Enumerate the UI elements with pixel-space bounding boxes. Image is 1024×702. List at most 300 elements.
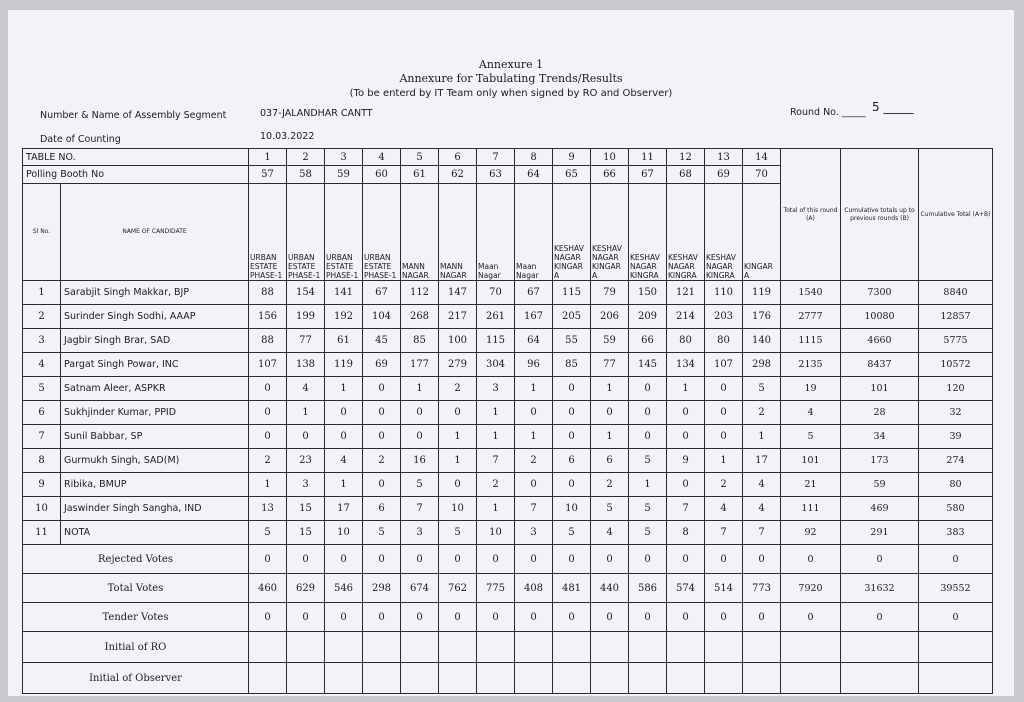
summary-vote-cell: 0 [287,603,325,632]
sl-no-cell: 3 [23,329,61,353]
cum-prev-cell: 173 [841,449,919,473]
summary-prev-cell: 31632 [841,574,919,603]
sl-no-cell: 4 [23,353,61,377]
vote-cell: 0 [629,401,667,425]
summary-vote-cell: 0 [515,545,553,574]
vote-cell: 4 [287,377,325,401]
vote-cell: 0 [667,425,705,449]
results-table [22,148,993,694]
vote-cell: 0 [439,401,477,425]
candidate-row [23,353,993,377]
summary-vote-cell: 0 [743,603,781,632]
cum-total-cell: 120 [919,377,993,401]
table-no-cell: 4 [363,149,401,166]
summary-vote-cell: 0 [287,545,325,574]
summary-vote-cell: 674 [401,574,439,603]
summary-vote-cell: 0 [249,603,287,632]
summary-row [23,632,993,663]
summary-label-cell: Tender Votes [23,603,249,632]
vote-cell: 0 [553,425,591,449]
booth-no-cell: 70 [743,166,781,184]
candidate-row [23,521,993,545]
vote-cell: 4 [705,497,743,521]
vote-cell: 304 [477,353,515,377]
booth-name-cell: KESHAV NAGAR KINGRA [705,184,743,281]
booth-name-cell: Maan Nagar [515,184,553,281]
candidate-name-header: NAME OF CANDIDATE [61,184,249,281]
summary-vote-cell: 546 [325,574,363,603]
vote-cell: 5 [591,497,629,521]
sl-no-cell: 9 [23,473,61,497]
vote-cell: 147 [439,281,477,305]
candidate-row [23,425,993,449]
candidate-row [23,497,993,521]
table-no-cell: 9 [553,149,591,166]
vote-cell: 268 [401,305,439,329]
vote-cell: 1 [477,401,515,425]
summary-cum-cell [919,663,993,694]
summary-vote-cell: 0 [667,545,705,574]
round-total-cell: 4 [781,401,841,425]
summary-vote-cell [629,663,667,694]
cum-prev-cell: 291 [841,521,919,545]
vote-cell: 77 [287,329,325,353]
vote-cell: 2 [249,449,287,473]
vote-cell: 5 [401,473,439,497]
vote-cell: 2 [743,401,781,425]
vote-cell: 0 [553,401,591,425]
segment-label: Number & Name of Assembly Segment [40,110,227,121]
summary-vote-cell: 0 [363,545,401,574]
booth-name-cell: KINGAR A [743,184,781,281]
cum-prev-cell: 34 [841,425,919,449]
vote-cell: 2 [591,473,629,497]
vote-cell: 2 [515,449,553,473]
round-total-cell: 21 [781,473,841,497]
vote-cell: 70 [477,281,515,305]
vote-cell: 1 [439,449,477,473]
vote-cell: 141 [325,281,363,305]
round-total-cell: 92 [781,521,841,545]
round-value: 5 _____ [872,100,914,114]
summary-vote-cell [287,663,325,694]
cum-total-cell: 12857 [919,305,993,329]
vote-cell: 121 [667,281,705,305]
summary-total-cell: 0 [781,545,841,574]
vote-cell: 1 [287,401,325,425]
vote-cell: 0 [249,425,287,449]
booth-name-cell: URBAN ESTATE PHASE-1 [325,184,363,281]
summary-vote-cell [591,663,629,694]
table-no-cell: 13 [705,149,743,166]
vote-cell: 0 [325,401,363,425]
table-no-cell: 10 [591,149,629,166]
sl-no-cell: 6 [23,401,61,425]
vote-cell: 67 [515,281,553,305]
summary-vote-cell [249,663,287,694]
vote-cell: 1 [477,497,515,521]
summary-vote-cell: 408 [515,574,553,603]
vote-cell: 13 [249,497,287,521]
vote-cell: 177 [401,353,439,377]
summary-vote-cell: 0 [439,545,477,574]
summary-vote-cell: 0 [553,545,591,574]
round-label: Round No. _____ [790,107,866,118]
table-no-cell: 1 [249,149,287,166]
vote-cell: 64 [515,329,553,353]
round-total-cell: 101 [781,449,841,473]
vote-cell: 85 [401,329,439,353]
summary-prev-cell: 0 [841,545,919,574]
vote-cell: 134 [667,353,705,377]
round-total-cell: 1540 [781,281,841,305]
vote-cell: 7 [667,497,705,521]
vote-cell: 1 [439,425,477,449]
sl-no-cell: 8 [23,449,61,473]
vote-cell: 0 [667,401,705,425]
cum-prev-header: Cumulative totals up to previous rounds (B) [841,149,919,281]
cum-prev-cell: 28 [841,401,919,425]
vote-cell: 3 [287,473,325,497]
sl-no-cell: 11 [23,521,61,545]
vote-cell: 1 [401,377,439,401]
summary-total-cell: 7920 [781,574,841,603]
cum-total-cell: 383 [919,521,993,545]
table-no-label: TABLE NO. [23,149,249,166]
vote-cell: 4 [743,473,781,497]
candidate-name-cell: Sarabjit Singh Makkar, BJP [61,281,249,305]
summary-vote-cell [477,663,515,694]
candidate-row [23,401,993,425]
summary-vote-cell: 0 [363,603,401,632]
vote-cell: 0 [287,425,325,449]
vote-cell: 0 [401,425,439,449]
table-no-cell: 6 [439,149,477,166]
vote-cell: 0 [515,473,553,497]
candidate-row [23,473,993,497]
vote-cell: 5 [439,521,477,545]
summary-vote-cell [743,663,781,694]
vote-cell: 2 [705,473,743,497]
summary-vote-cell: 481 [553,574,591,603]
vote-cell: 88 [249,281,287,305]
vote-cell: 4 [325,449,363,473]
table-no-cell: 12 [667,149,705,166]
vote-cell: 107 [249,353,287,377]
vote-cell: 0 [515,401,553,425]
summary-vote-cell [477,632,515,663]
summary-vote-cell [401,663,439,694]
vote-cell: 0 [629,377,667,401]
round-total-cell: 5 [781,425,841,449]
vote-cell: 217 [439,305,477,329]
vote-cell: 1 [667,377,705,401]
vote-cell: 1 [515,377,553,401]
vote-cell: 6 [363,497,401,521]
summary-vote-cell: 0 [325,545,363,574]
vote-cell: 298 [743,353,781,377]
candidate-name-cell: Gurmukh Singh, SAD(M) [61,449,249,473]
summary-vote-cell: 0 [705,545,743,574]
vote-cell: 1 [743,425,781,449]
vote-cell: 192 [325,305,363,329]
table-no-cell: 5 [401,149,439,166]
summary-vote-cell [667,632,705,663]
candidate-row [23,449,993,473]
summary-vote-cell [287,632,325,663]
vote-cell: 119 [743,281,781,305]
summary-vote-cell: 586 [629,574,667,603]
table-no-cell: 2 [287,149,325,166]
vote-cell: 5 [249,521,287,545]
candidate-row [23,281,993,305]
booth-name-cell: MANN NAGAR [401,184,439,281]
vote-cell: 16 [401,449,439,473]
vote-cell: 119 [325,353,363,377]
date-label: Date of Counting [40,134,121,145]
vote-cell: 2 [477,473,515,497]
vote-cell: 1 [591,377,629,401]
booth-no-cell: 63 [477,166,515,184]
vote-cell: 9 [667,449,705,473]
candidate-name-cell: Satnam Aleer, ASPKR [61,377,249,401]
summary-vote-cell [629,632,667,663]
vote-cell: 2 [363,449,401,473]
vote-cell: 80 [705,329,743,353]
candidate-name-cell: Ribika, BMUP [61,473,249,497]
vote-cell: 0 [705,401,743,425]
summary-vote-cell: 0 [629,603,667,632]
sl-no-header: Sl No. [23,184,61,281]
cum-prev-cell: 10080 [841,305,919,329]
table-no-cell: 14 [743,149,781,166]
sl-no-cell: 1 [23,281,61,305]
booth-no-label: Polling Booth No [23,166,249,184]
vote-cell: 0 [591,401,629,425]
candidate-row [23,329,993,353]
candidate-row [23,377,993,401]
vote-cell: 5 [553,521,591,545]
summary-total-cell [781,632,841,663]
candidate-row [23,305,993,329]
vote-cell: 5 [629,449,667,473]
vote-cell: 107 [705,353,743,377]
round-total-cell: 2135 [781,353,841,377]
vote-cell: 104 [363,305,401,329]
summary-vote-cell: 0 [325,603,363,632]
vote-cell: 0 [249,377,287,401]
summary-vote-cell [363,663,401,694]
summary-vote-cell [249,632,287,663]
vote-cell: 214 [667,305,705,329]
vote-cell: 0 [667,473,705,497]
booth-no-cell: 65 [553,166,591,184]
summary-vote-cell: 460 [249,574,287,603]
summary-vote-cell: 0 [515,603,553,632]
booth-no-cell: 67 [629,166,667,184]
sl-no-cell: 2 [23,305,61,329]
vote-cell: 203 [705,305,743,329]
summary-vote-cell [363,632,401,663]
vote-cell: 1 [515,425,553,449]
vote-cell: 7 [515,497,553,521]
summary-cum-cell: 0 [919,603,993,632]
summary-cum-cell: 0 [919,545,993,574]
round-total-cell: 111 [781,497,841,521]
vote-cell: 176 [743,305,781,329]
vote-cell: 80 [667,329,705,353]
vote-cell: 5 [629,521,667,545]
summary-vote-cell: 0 [439,603,477,632]
vote-cell: 261 [477,305,515,329]
summary-label-cell: Initial of Observer [23,663,249,694]
doc-title: Annexure for Tabulating Trends/Results [399,72,623,85]
vote-cell: 206 [591,305,629,329]
summary-total-cell [781,663,841,694]
booth-no-cell: 61 [401,166,439,184]
vote-cell: 0 [363,425,401,449]
cum-total-cell: 274 [919,449,993,473]
summary-vote-cell: 0 [249,545,287,574]
summary-vote-cell [743,632,781,663]
summary-row [23,545,993,574]
vote-cell: 1 [629,473,667,497]
vote-cell: 1 [591,425,629,449]
vote-cell: 0 [439,473,477,497]
cum-total-cell: 32 [919,401,993,425]
vote-cell: 96 [515,353,553,377]
vote-cell: 7 [705,521,743,545]
summary-label-cell: Rejected Votes [23,545,249,574]
round-total-cell: 2777 [781,305,841,329]
vote-cell: 10 [553,497,591,521]
vote-cell: 0 [325,425,363,449]
summary-vote-cell: 629 [287,574,325,603]
vote-cell: 0 [363,401,401,425]
cum-prev-cell: 101 [841,377,919,401]
vote-cell: 150 [629,281,667,305]
vote-cell: 67 [363,281,401,305]
vote-cell: 0 [629,425,667,449]
summary-vote-cell: 762 [439,574,477,603]
cum-total-cell: 580 [919,497,993,521]
summary-vote-cell [553,632,591,663]
vote-cell: 15 [287,521,325,545]
vote-cell: 77 [591,353,629,377]
cum-total-cell: 80 [919,473,993,497]
summary-vote-cell [515,632,553,663]
total-round-header: Total of this round (A) [781,149,841,281]
summary-total-cell: 0 [781,603,841,632]
vote-cell: 0 [705,377,743,401]
vote-cell: 100 [439,329,477,353]
doc-note: (To be enterd by IT Team only when signed by RO and Observer) [349,88,673,99]
candidate-name-cell: NOTA [61,521,249,545]
table-no-cell: 8 [515,149,553,166]
booth-no-cell: 59 [325,166,363,184]
round-total-cell: 1115 [781,329,841,353]
summary-vote-cell: 0 [743,545,781,574]
booth-no-cell: 58 [287,166,325,184]
summary-vote-cell: 0 [629,545,667,574]
cum-prev-cell: 4660 [841,329,919,353]
vote-cell: 115 [477,329,515,353]
vote-cell: 154 [287,281,325,305]
vote-cell: 209 [629,305,667,329]
summary-vote-cell [325,663,363,694]
summary-vote-cell [325,632,363,663]
vote-cell: 0 [553,473,591,497]
sl-no-cell: 5 [23,377,61,401]
vote-cell: 10 [439,497,477,521]
vote-cell: 1 [705,449,743,473]
cum-prev-cell: 7300 [841,281,919,305]
booth-name-cell: Maan Nagar [477,184,515,281]
vote-cell: 140 [743,329,781,353]
summary-vote-cell [705,663,743,694]
doc-heading: Annexure 1 [478,58,544,71]
booth-no-cell: 60 [363,166,401,184]
cum-total-cell: 39 [919,425,993,449]
cum-prev-cell: 59 [841,473,919,497]
cum-total-header: Cumulative Total (A+B) [919,149,993,281]
candidate-name-cell: Jagbir Singh Brar, SAD [61,329,249,353]
booth-no-cell: 66 [591,166,629,184]
summary-vote-cell [401,632,439,663]
booth-name-cell: KESHAV NAGAR KINGAR A [591,184,629,281]
candidate-name-cell: Jaswinder Singh Sangha, IND [61,497,249,521]
vote-cell: 17 [743,449,781,473]
vote-cell: 88 [249,329,287,353]
booth-name-cell: URBAN ESTATE PHASE-1 [287,184,325,281]
vote-cell: 15 [287,497,325,521]
vote-cell: 7 [401,497,439,521]
summary-vote-cell: 440 [591,574,629,603]
summary-vote-cell [515,663,553,694]
vote-cell: 0 [249,401,287,425]
sl-no-cell: 7 [23,425,61,449]
vote-cell: 5 [629,497,667,521]
booth-no-cell: 62 [439,166,477,184]
booth-name-cell: URBAN ESTATE PHASE-1 [363,184,401,281]
vote-cell: 0 [401,401,439,425]
vote-cell: 112 [401,281,439,305]
vote-cell: 5 [363,521,401,545]
summary-vote-cell: 0 [705,603,743,632]
vote-cell: 7 [477,449,515,473]
booth-name-cell: KESHAV NAGAR KINGRA [629,184,667,281]
booth-no-cell: 69 [705,166,743,184]
summary-vote-cell: 0 [591,545,629,574]
vote-cell: 69 [363,353,401,377]
vote-cell: 3 [515,521,553,545]
summary-vote-cell: 0 [591,603,629,632]
vote-cell: 205 [553,305,591,329]
vote-cell: 3 [401,521,439,545]
summary-vote-cell: 775 [477,574,515,603]
vote-cell: 156 [249,305,287,329]
summary-vote-cell: 0 [667,603,705,632]
summary-vote-cell: 514 [705,574,743,603]
vote-cell: 17 [325,497,363,521]
summary-label-cell: Total Votes [23,574,249,603]
summary-vote-cell: 0 [401,603,439,632]
vote-cell: 0 [363,377,401,401]
candidate-name-cell: Sukhjinder Kumar, PPID [61,401,249,425]
vote-cell: 61 [325,329,363,353]
cum-prev-cell: 8437 [841,353,919,377]
vote-cell: 4 [743,497,781,521]
